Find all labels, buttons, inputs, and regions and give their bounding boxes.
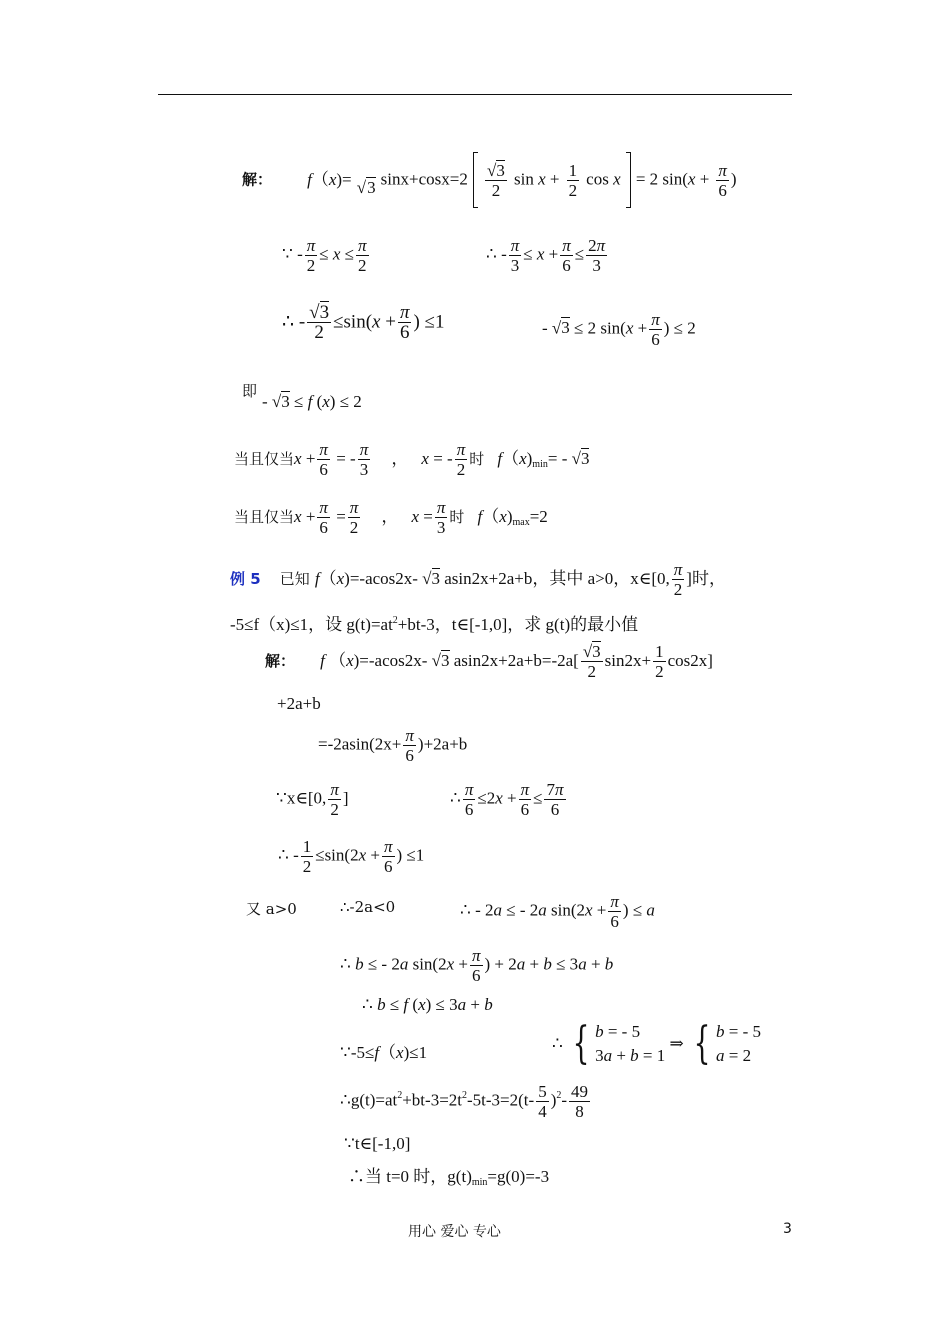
ex5-t-range: ∵t∈[-1,0] bbox=[344, 1134, 411, 1153]
ex5-system: ∴ { b = - 5 3a + b = 1 ⇒ { b = - 5 a = 2 bbox=[552, 1018, 762, 1069]
example-5-statement: 例 5 已知 f（x)=-acos2x- √3 asin2x+2a+b，其中 a>0，x∈[0, $\frac{\pi}{2}$ ]时， bbox=[230, 560, 726, 599]
ex5-range-fx: ∴ b ≤ f (x) ≤ 3a + b bbox=[362, 995, 493, 1014]
ex5-rewrite: =-2asin(2x+ $\frac{\pi}{6}$ )+2a+b bbox=[318, 726, 468, 765]
ex5-solution-line-1: 解： f （x)=-acos2x- √3 asin2x+2a+b=-2a[ $\frac{√3}{2}$ sin2x+ $\frac{1}{2}$ cos2x] bbox=[265, 642, 713, 681]
solution-line-1: 解： f（x)= √3 sinx+cosx=2 $\frac{√3}{2}$ sin x + $\frac{1}{2}$ cos x = 2 sin(x + $\frac{\pi}{6}$ ) bbox=[242, 152, 737, 208]
ex5-g-expression: $\therefore g(t)=at^2+bt-3=2t^2-5t-3=2(t-$ $\frac{5}{4}$ )$^2$- $\frac{49}{8}$ bbox=[340, 1082, 589, 1121]
min-condition: 当且仅当x + $\frac{\pi}{6}$ = - $\frac{\pi}{3}$ ， x = - $\frac{\pi}{2}$ 时 f（x)min= - √3 bbox=[234, 440, 590, 479]
footer-motto: 用心 爱心 专心 bbox=[408, 1224, 501, 1240]
range-2sin: - √3 ≤ 2 sin(x + $\frac{\pi}{6}$ ) ≤ 2 bbox=[542, 310, 696, 349]
example-label: 例 5 bbox=[230, 570, 261, 588]
range-sin: ∴ - $\frac{√3}{2}$ ≤sin(x + $\frac{\pi}{6}$ ) ≤1 bbox=[282, 302, 445, 343]
ex5-range-x: ∵x∈[0, $\frac{\pi}{2}$ ] bbox=[276, 780, 349, 819]
solution-label: 解： bbox=[242, 170, 273, 189]
ex5-range-b: ∴ b ≤ - 2a sin(2x + $\frac{\pi}{6}$ ) + 2a + b ≤ 3a + b bbox=[340, 946, 614, 985]
ex5-a-positive: 又 a>0 bbox=[246, 900, 297, 918]
header-rule bbox=[158, 94, 792, 95]
page-number: 3 bbox=[783, 1221, 792, 1237]
example-5-statement-2: -5≤f（x)≤1，设 $g(t)=at^2+bt-3$，t∈[-1,0]，求 g(t)的最小值 bbox=[230, 615, 639, 634]
range-fx: - √3 ≤ f (x) ≤ 2 bbox=[262, 392, 362, 411]
range-x-plus: ∴ - $\frac{\pi}{3}$ ≤ x + $\frac{\pi}{6}$ ≤ $\frac{2\pi}{3}$ bbox=[486, 236, 606, 275]
ex5-neg2a: ∴-2a<0 bbox=[340, 898, 396, 916]
range-x: ∵ - $\frac{\pi}{2}$ ≤ x ≤ $\frac{\pi}{2}$ bbox=[282, 236, 367, 275]
ex5-given-range: ∵-5≤f（x)≤1 bbox=[340, 1043, 428, 1062]
ex5-range-2x: ∴ $\frac{\pi}{6}$ ≤2x + $\frac{\pi}{6}$ ≤ $\frac{7\pi}{6}$ bbox=[450, 780, 564, 819]
ex5-range-2asin: ∴ - 2a ≤ - 2a sin(2x + $\frac{\pi}{6}$ ) ≤ a bbox=[460, 892, 655, 931]
max-condition: 当且仅当x + $\frac{\pi}{6}$ = $\frac{\pi}{2}$ ， x = $\frac{\pi}{3}$ 时 f（x)max=2 bbox=[234, 498, 548, 537]
ji-label: 即 bbox=[242, 382, 258, 400]
ex5-range-sin: ∴ - $\frac{1}{2}$ ≤sin(2x + $\frac{\pi}{6}$ ) ≤1 bbox=[278, 837, 425, 876]
ex5-solution-cont: +2a+b bbox=[277, 694, 321, 713]
ex5-final: ∴当 t=0 时，g(t)min=g(0)=-3 bbox=[348, 1167, 550, 1188]
